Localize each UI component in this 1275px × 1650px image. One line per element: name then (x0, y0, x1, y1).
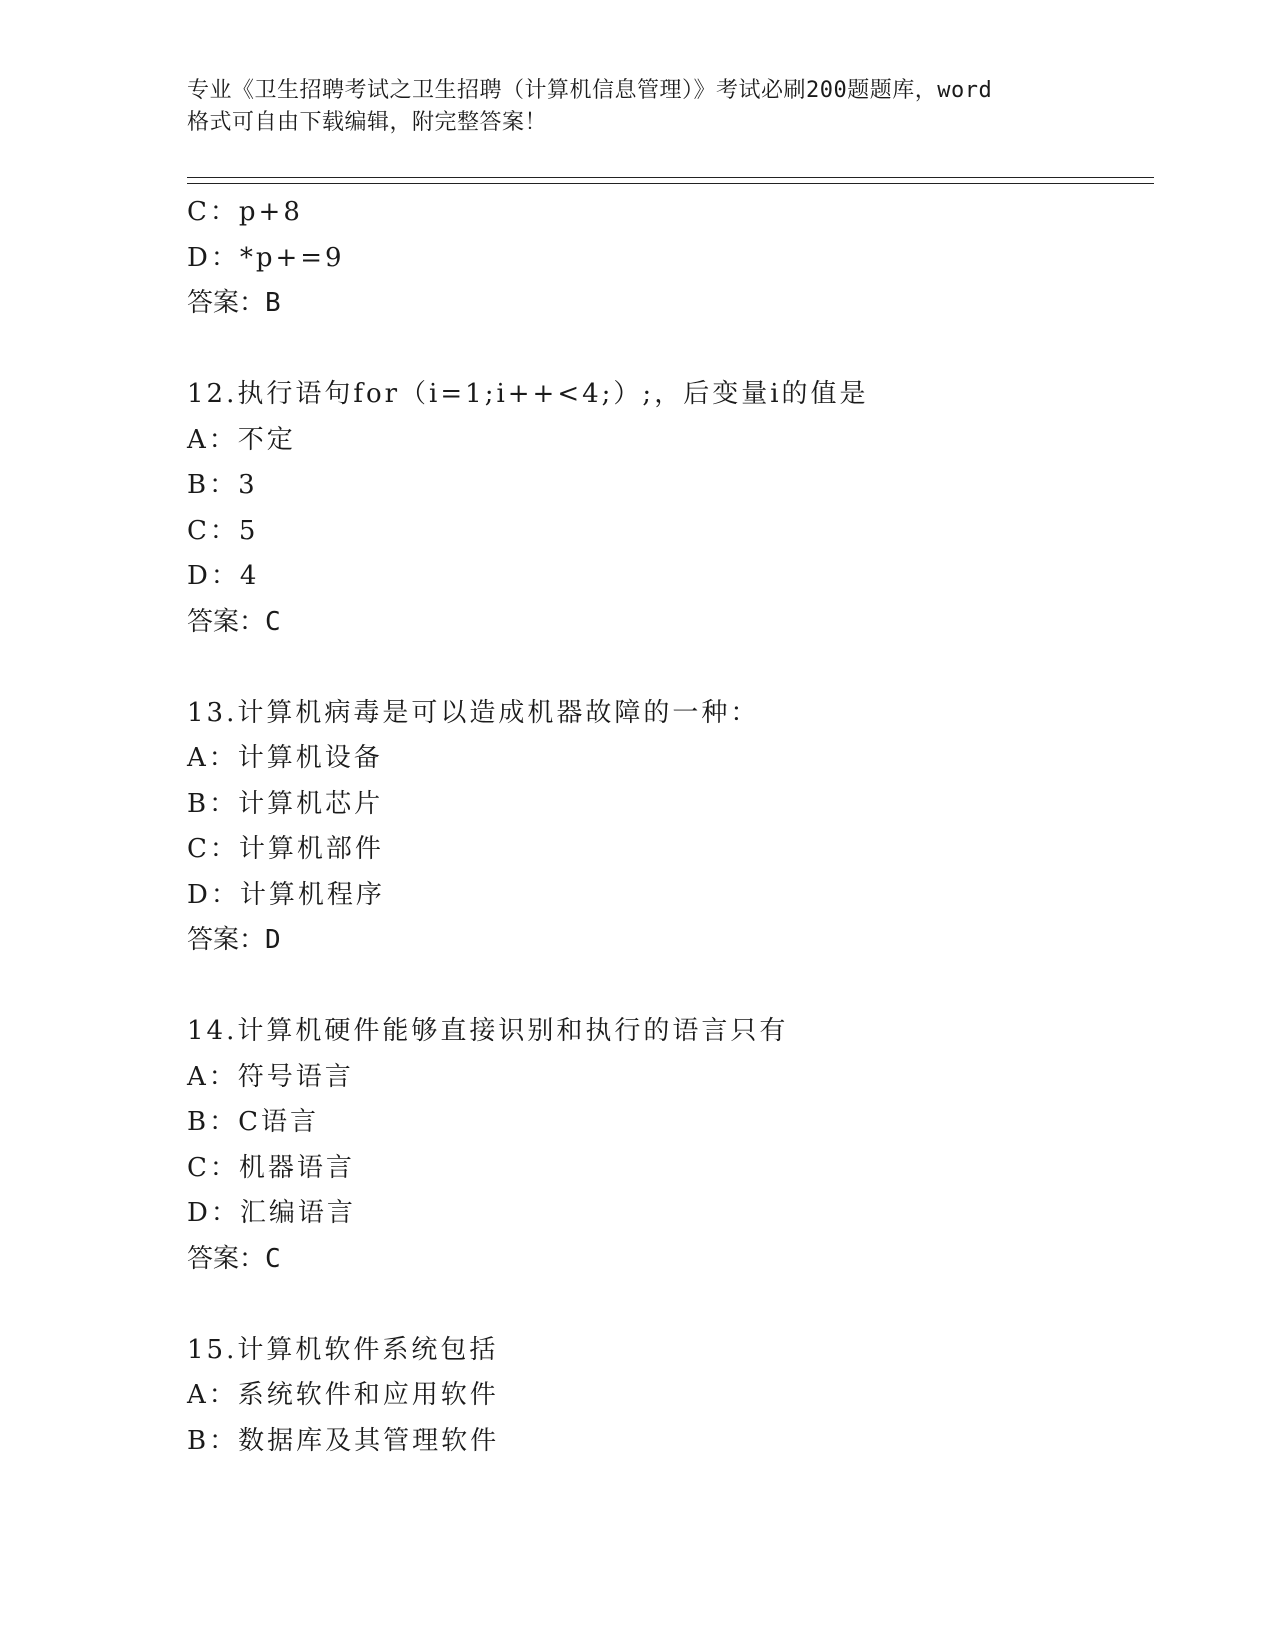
question-block-15 (187, 1328, 1154, 1465)
question-block-14 (187, 1009, 1154, 1282)
option-a: A：不定 (187, 424, 296, 455)
option-c: C：计算机部件 (187, 834, 384, 864)
option-a: A：符号语言 (187, 1061, 354, 1092)
option-a: A：系统软件和应用软件 (187, 1380, 499, 1410)
option-d: D：*p+=9 (187, 242, 345, 273)
question-text: 12.执行语句for（i=1;i++<4;）;，后变量i的值是 (187, 379, 869, 409)
question-block-partial (187, 190, 1154, 327)
question-block-13 (187, 691, 1154, 964)
option-b: B：数据库及其管理软件 (187, 1425, 500, 1456)
option-c: C：5 (187, 515, 259, 546)
answer-label: 答案：C (187, 606, 281, 637)
document-header (187, 75, 1087, 139)
header-line-2: 格式可自由下载编辑，附完整答案！ (187, 110, 548, 135)
header-rule-bottom (187, 183, 1154, 184)
option-b: B：C语言 (187, 1107, 320, 1137)
option-d: D：计算机程序 (187, 879, 385, 910)
question-text: 14.计算机硬件能够直接识别和执行的语言只有 (187, 1016, 789, 1046)
header-rule-top (187, 177, 1154, 178)
option-d: D：4 (187, 561, 260, 591)
option-d: D：汇编语言 (187, 1198, 356, 1228)
question-text: 15.计算机软件系统包括 (187, 1334, 499, 1365)
option-c: C：p+8 (187, 197, 303, 227)
answer-label: 答案：D (187, 925, 281, 955)
option-c: C：机器语言 (187, 1152, 355, 1183)
option-a: A：计算机设备 (187, 743, 383, 773)
option-b: B：计算机芯片 (187, 788, 384, 819)
header-line-1: 专业《卫生招聘考试之卫生招聘（计算机信息管理）》考试必刷200题题库，word (187, 78, 993, 103)
document-body (187, 190, 1154, 1464)
option-b: B：3 (187, 470, 258, 500)
answer-label: 答案：C (187, 1243, 281, 1274)
answer-label: 答案：B (187, 288, 281, 318)
question-text: 13.计算机病毒是可以造成机器故障的一种： (187, 697, 760, 728)
question-block-12 (187, 372, 1154, 645)
